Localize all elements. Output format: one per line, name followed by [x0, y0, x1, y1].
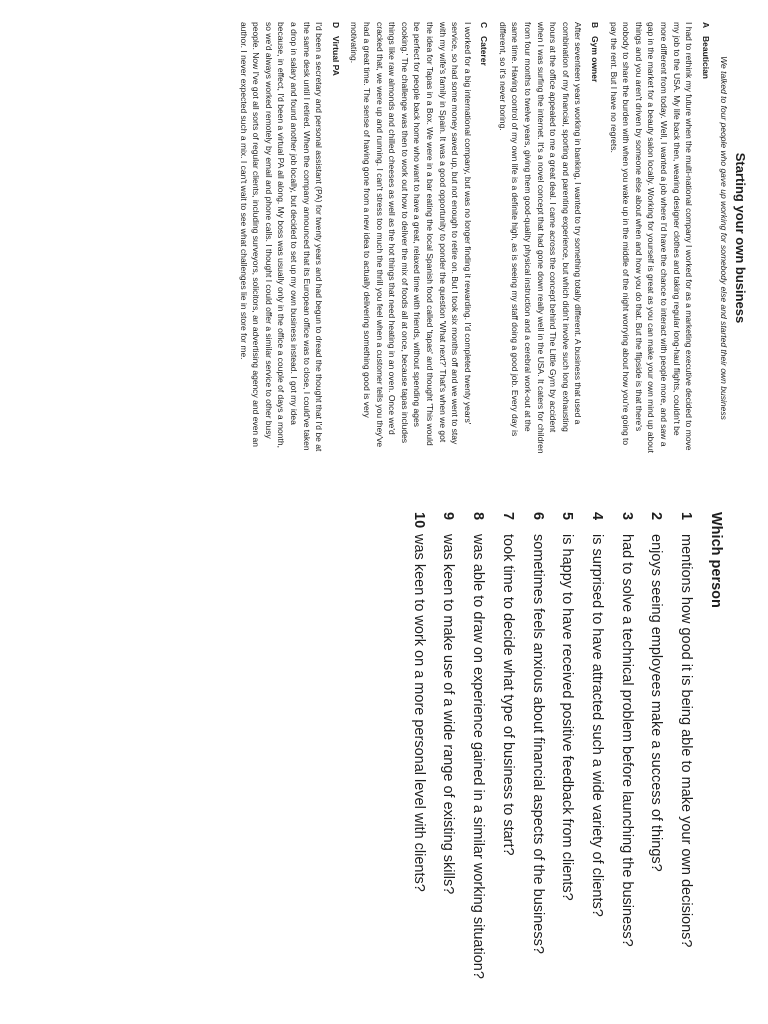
question-list: [408, 512, 696, 1017]
question-number: 10: [410, 512, 427, 529]
question-text: took time to decide what type of business to start?: [499, 534, 516, 856]
question-item: [467, 512, 488, 1017]
question-text: mentions how good it is being able to make your own decisions?: [678, 534, 694, 948]
questions-heading: Which person: [708, 512, 724, 608]
section-text: After seventeen years working in banking, I wanted to try something totally different. A business that used a combination of my financial, sporting and parenting experience, but which didn't involve such long exhausting hours at the office appealed to me a great deal. I came across the concept behind The Little Gym by accident when I was surfing the internet. It's a novel concept that had gone down really well in the USA. It caters for children from four months to twelve years, giving them good-quality physical instruction and a cerebral work-out at the same time. Having control of my own life is a definite high, as is seeing my staff doing a good job. Every day is different, so it's never boring.: [497, 22, 584, 454]
question-text: is surprised to have attracted such a wide variety of clients?: [588, 534, 605, 917]
question-number: 5: [559, 512, 576, 521]
section-letter: A: [700, 22, 711, 29]
question-number: 6: [529, 512, 546, 521]
section-heading: [329, 22, 342, 454]
question-item: [497, 512, 518, 1017]
section-letter: D: [330, 22, 341, 29]
question-item: [438, 512, 459, 1017]
section-name: Caterer: [479, 36, 490, 66]
section-letter: C: [479, 22, 490, 29]
section-d: [237, 22, 342, 454]
section-name: Beautician: [700, 36, 711, 79]
question-item: [408, 512, 429, 1017]
question-text: had to solve a technical problem before launching the business?: [618, 534, 635, 947]
question-item: [527, 512, 548, 1017]
question-text: was keen to make use of a wide range of existing skills?: [440, 534, 457, 895]
question-item: [645, 512, 666, 1017]
question-text: sometimes feels anxious about financial aspects of the business?: [529, 534, 546, 954]
section-heading: [478, 22, 491, 454]
section-b: [496, 22, 601, 454]
question-number: 9: [440, 512, 457, 521]
reading-text: [16, 22, 746, 454]
question-number: 8: [470, 512, 487, 521]
question-text: was keen to work on a more personal level with clients?: [410, 534, 427, 892]
question-item: [616, 512, 637, 1017]
page-subtitle: We talked to four people who gave up working for somebody else and started their own business: [719, 56, 730, 420]
section-name: Virtual PA: [330, 36, 341, 76]
page-title: Starting your own business: [733, 152, 748, 324]
section-a: [607, 22, 712, 454]
question-number: 2: [648, 512, 665, 521]
section-name: Gym owner: [590, 36, 601, 83]
section-heading: [588, 22, 601, 454]
question-text: was able to draw on experience gained in a similar working situation?: [470, 534, 487, 979]
question-text: enjoys seeing employees make a success of things?: [648, 534, 665, 872]
question-number: 7: [499, 512, 516, 521]
section-c: [348, 22, 491, 454]
question-item: [675, 512, 696, 1017]
section-text: I worked for a big international company, but was no longer finding it rewarding. I'd completed twenty years' service, so had some money saved up, but not enough to retire on. But I took six months off and we went to stay with my wife's family in Spain. It was a good opportunity to ponder the question 'What next?' That's when we got the idea for Tapas in a Box. We were in a bar eating the local Spanish food called 'tapas' and thought 'This would be perfect for people back home who want to have a great, relaxed time with friends, without spending ages cooking.' The challenge was then to work out how to deliver the mix of foods all at once, because tapas includes things like raw almonds and chilled cheeses as well as the hot things that need heating in an oven. Once we'd cracked that, we were up and running. I can't stress too much the thrill you feel when a customer tells you they've had a great time. The sense of having gone from a new idea to actually delivering something good is very motivating.: [349, 22, 473, 448]
section-heading: [699, 22, 712, 454]
question-number: 1: [678, 512, 694, 521]
question-item: [586, 512, 607, 1017]
question-number: 3: [618, 512, 635, 521]
section-text: I had to rethink my future when the multi-national company I worked for as a marketing executive decided to move my job to the USA. My life back then, wearing designer clothes and taking regular long-haul flights, couldn't be more different from today. Well, I wanted a job where I'd have the chance to interact with people more, and saw a gap in the market for a beauty salon locally. Working for yourself is great as you can make your own mind up about things and you aren't driven by someone else about when and how you do that. But the flipside is that there's nobody to share the burden with when you wake up in the middle of the night worrying about how you're going to pay the rent. But I have no regrets.: [608, 22, 695, 454]
question-item: [556, 512, 577, 1017]
section-text: I'd been a secretary and personal assistant (PA) for twenty years and had begun to dread the thought that I'd be at the same desk until I retired. When the company announced that its European office was to close, I could've taken a drop in salary and found another job locally, but decided to set up my own business instead. I got my idea because, in effect, I'd been a virtual PA all along. My boss was usually only in the office a couple of days a month, so we'd always worked remotely by email and phone calls. I thought I could offer a similar service to other busy people. Now I've got all sorts of regular clients, including surveyors, solicitors, an advertising agency and even an author. I never expected such a mix. I can't wait to see what challenges lie in store for me.: [238, 22, 325, 452]
question-text: is happy to have received positive feedback from clients?: [559, 534, 576, 901]
questions-panel: [14, 512, 724, 1017]
section-letter: B: [590, 22, 601, 29]
question-number: 4: [588, 512, 605, 521]
